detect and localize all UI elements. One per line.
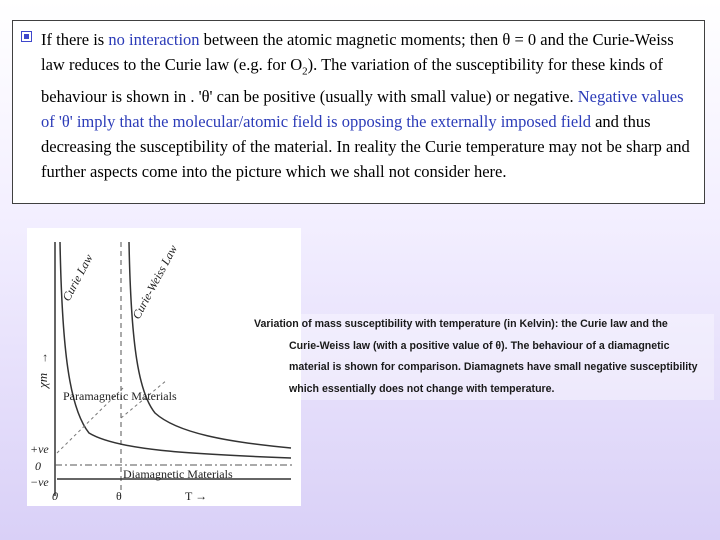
curie-weiss-law-label: Curie-Weiss Law — [129, 242, 181, 322]
checkbox-bullet-icon — [21, 31, 32, 42]
highlight-no-interaction: no interaction — [108, 30, 200, 49]
y-tick-minus: −ve — [30, 475, 49, 489]
o2-subscript: 2 — [302, 65, 308, 78]
caption-line-2: Curie-Weiss law (with a positive value of θ). The behaviour of a diamagnetic — [289, 339, 670, 352]
explanation-text-box — [12, 20, 705, 204]
x-tick-zero: 0 — [52, 489, 58, 503]
x-tick-theta: θ — [116, 489, 122, 503]
explanation-paragraph: If there is no interaction between the atomic magnetic moments; then θ = 0 and the Curie-Weiss law reduces to the Curie law (e.g. for $O_2$). The variation of the susceptibility for these kinds of behaviour is shown in . 'θ' can be positive (usually with small value) or negative. Negative values of 'θ' imply that the molecular/atomic field is opposing the externally imposed field and thus decreasing the susceptibility of the material. In reality the Curie temperature may not be sharp and further aspects come into the picture which we shall not consider here. — [41, 30, 690, 182]
caption-line-4: which essentially does not change with temperature. — [289, 382, 555, 395]
x-axis-label: T → — [185, 489, 208, 503]
y-axis-arrow-icon: → — [36, 352, 50, 364]
curie-law-label: Curie Law — [59, 251, 96, 304]
caption-line-1: Variation of mass susceptibility with temperature (in Kelvin): the Curie law and the — [254, 318, 668, 330]
diamagnetic-label: Diamagnetic Materials — [123, 467, 233, 481]
caption-line-3: material is shown for comparison. Diamagnets have small negative susceptibility — [289, 361, 698, 373]
y-axis-label: χm — [35, 372, 50, 388]
paramagnetic-label: Paramagnetic Materials — [63, 389, 177, 403]
y-tick-plus: +ve — [30, 442, 49, 456]
figure-caption — [254, 314, 714, 400]
highlight-negative-theta: Negative values of 'θ' imply that the molecular/atomic field is opposing the externally imposed field — [41, 87, 684, 132]
y-tick-zero: 0 — [35, 459, 41, 473]
